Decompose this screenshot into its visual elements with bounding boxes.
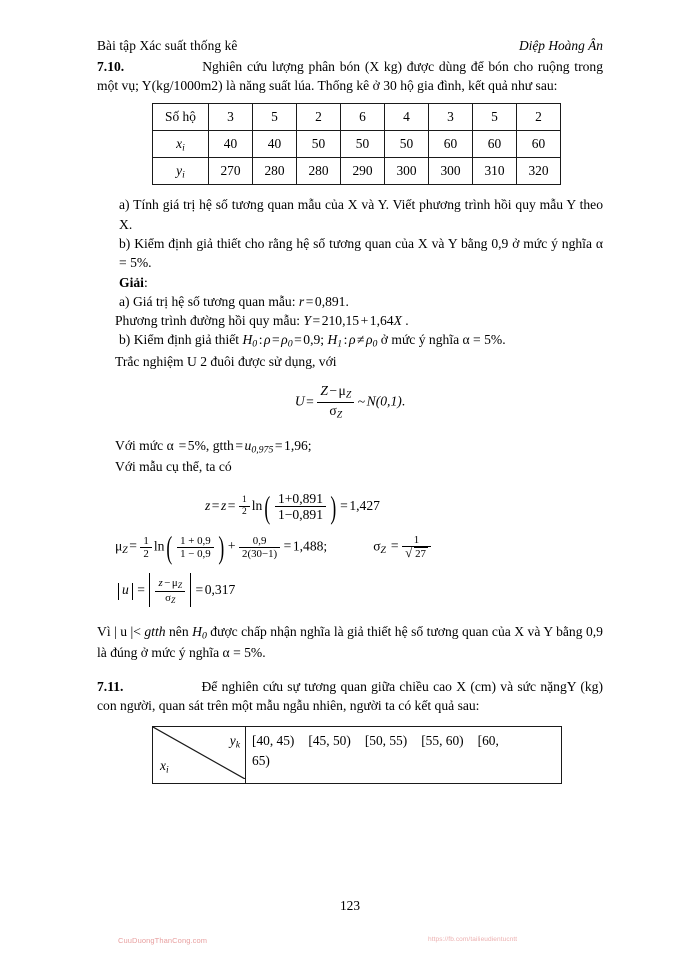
abs-bar-left-2 [149,573,150,606]
minus-sign: − [329,383,338,399]
mu-symbol: μ [171,576,178,589]
solution-label: Giải [119,274,144,290]
exercise-710-number: 7.10. [97,58,125,74]
test-statistic-text: Trắc nghiệm U 2 đuôi được sử dụng, với [115,354,337,370]
corner-label-yk: $y_k$ [229,733,240,752]
mu-subscript: Z [122,545,128,557]
u-fraction [155,577,185,606]
alpha-value: 5% [187,437,206,453]
mu-result: 1,488; [292,538,328,554]
sigma-fraction [402,534,431,560]
table-row [153,158,561,185]
equals-sign: = [294,332,302,348]
regression-lead: Phương trình đường hồi quy mẫu: [115,313,301,329]
question-a: a) Tính giá trị hệ số tương quan mẫu của X và Y. Viết phương trình hồi quy mẫu Y theo X. [119,197,603,232]
ln-operator: ln [251,497,263,513]
z-denominator: 1−0,891 [277,506,323,522]
period: . [345,293,349,309]
contingency-table-wrapper [97,726,603,784]
plus-sign: + [227,538,236,554]
exercise-710-statement [97,57,603,96]
Y-symbol: Y [303,313,312,329]
diagonal-split-cell [153,727,245,779]
frequency-table-wrapper [97,103,603,185]
table-cell: 5 [473,104,517,131]
exercise-711-statement [97,677,603,716]
Z-symbol: Z [320,383,328,399]
gtth-label: gtth [144,623,166,639]
table-cell: 60 [517,131,561,158]
mu-denominator: 1 − 0,9 [180,547,211,560]
H0-subscript: 0 [201,630,207,642]
answer-b-hypotheses [97,330,603,352]
sigma-numerator: 1 [402,534,431,547]
sample-line: Với mẫu cụ thể, ta có [115,459,232,475]
radical-icon: √ [405,545,413,561]
equals-sign: = [274,437,283,453]
conclusion-part-1: Vì | u |< [97,623,141,639]
sigma-subscript: Z [171,595,176,605]
H-symbol: H [192,623,202,639]
solution-heading [97,273,603,292]
slope-value: 1,64 [369,313,394,329]
r-value: 0,891 [314,293,346,309]
equals-sign: = [283,538,292,554]
sigma-denominator [402,547,431,560]
table-row [153,104,561,131]
running-head [97,38,603,55]
sigma-subscript: Z [336,409,343,421]
U-fraction [317,383,354,421]
table-cell: 290 [341,158,385,185]
equals-sign: = [305,293,314,309]
u-symbol: u [122,582,129,598]
corner-header-cell [153,727,246,784]
equals-sign: = [390,538,399,554]
H1-symbol: H [327,332,338,348]
formula-u-abs [97,574,603,607]
period: . [401,393,406,409]
table-cell: 2 [297,104,341,131]
abs-bar-right-2 [190,573,191,606]
equals-sign: = [178,437,187,453]
table-cell: 310 [473,158,517,185]
U-symbol: U [294,393,305,409]
minus-sign: − [164,576,171,589]
square-root: √ 27 [405,545,426,561]
equals-sign: = [195,582,204,598]
equals-sign: = [340,497,348,513]
bin-label: [45, 50) [308,733,351,749]
mu-subscript: Z [345,390,352,402]
table-row [153,131,561,158]
question-b: b) Kiểm định giả thiết cho rằng hệ số tương quan của X và Y bằng 0,9 ở mức ý nghĩa α = 5%. [119,235,603,271]
table-cell: 280 [253,158,297,185]
table-cell: 300 [429,158,473,185]
ln-operator: ln [153,538,165,554]
formula-U [97,383,603,421]
correction-fraction [239,535,280,560]
table-cell: 270 [209,158,253,185]
right-paren: ) [218,530,224,566]
table-cell: 50 [297,131,341,158]
gtth-label: gtth [212,437,234,453]
table-cell: 50 [385,131,429,158]
hypothesis-tail: ở mức ý nghĩa α = 5%. [380,332,506,348]
mu-symbol: μ [338,383,346,399]
table-cell: 4 [385,104,429,131]
bin-label: [40, 45) [252,733,295,749]
table-cell: 320 [517,158,561,185]
row-label-so-ho: Số hộ [153,104,209,131]
table-cell: 60 [473,131,517,158]
equals-sign: = [312,313,321,329]
exercise-711-number: 7.11. [97,678,124,694]
mu-subscript: Z [177,580,183,590]
z-ratio-fraction [275,491,326,522]
exercise-710-body: Nghiên cứu lượng phân bón (X kg) được dùng để bón cho ruộng trong một vụ; Y(kg/1000m2) là năng suất lúa. Thống kê ở 30 hộ gia đình, kết quả như sau: [97,58,603,94]
colon: : [343,332,348,348]
u-result: 0,317 [204,582,236,598]
corner-label-xi: $x_i$ [160,757,169,776]
mu-numerator: 1 + 0,9 [177,535,214,548]
sigma-symbol: σ [165,591,172,604]
equals-sign: = [235,437,244,453]
page-number: 123 [339,898,361,913]
one-half-fraction: $\frac{1}{2}$ [239,495,250,517]
sigma-subscript: Z [380,545,386,557]
not-equals-sign: ≠ [356,332,365,348]
table-row [153,727,562,784]
table-cell: 300 [385,158,429,185]
running-head-left: Bài tập Xác suất thống kê [97,38,238,53]
left-paren: ( [264,489,271,525]
row-label-yi: $y_i$ [153,158,209,185]
normal-distribution: N(0,1) [366,393,402,409]
answer-b-lead: b) Kiểm định giả thiết [119,332,240,348]
exercise-711-body: Để nghiên cứu sự tương quan giữa chiều cao X (cm) và sức nặngY (kg) con người, quan sát trên một mẫu ngẫu nhiên, người ta có kết quả sau: [97,678,603,714]
H0-subscript: 0 [252,339,258,351]
formula-mu-sigma [97,530,603,566]
bin-label: [50, 55) [364,733,408,749]
solution-colon: : [143,274,148,290]
equals-sign: = [306,393,314,409]
bins-line-2 [252,751,555,771]
equals-sign: = [272,332,280,348]
r-symbol: r [298,293,305,309]
watermark-left: CuuDuongThanCong.com [118,936,208,945]
equals-sign: = [211,497,220,513]
table-cell: 6 [341,104,385,131]
formula-z [97,489,603,525]
frequency-table [152,103,561,185]
intercept-value: 210,15 [321,313,360,329]
z-symbol: z [205,497,211,513]
bins-line-1 [252,731,555,751]
contingency-table [152,726,562,784]
correction-numerator: 0,9 [239,535,280,548]
right-paren: ) [330,489,337,525]
table-cell: 40 [253,131,297,158]
page-content [97,38,603,794]
answer-a-lead: a) Giá trị hệ số tương quan mẫu: [119,293,296,309]
sigma-symbol: σ [329,403,337,419]
tilde-sign: ~ [357,393,366,409]
equals-sign: = [137,582,145,598]
abs-bar-right [132,583,133,600]
answer-a [97,292,603,311]
running-head-right: Diệp Hoàng Ân [518,38,603,53]
bins-cell [246,727,562,784]
comma: , [205,437,210,453]
row-label-xi: $x_i$ [153,131,209,158]
left-paren: ( [166,530,173,566]
H-symbol: H [242,332,253,348]
table-cell: 3 [429,104,473,131]
period: . [405,313,409,329]
table-cell: 40 [209,131,253,158]
table-cell: 2 [517,104,561,131]
conclusion-paragraph [97,622,603,663]
regression-line [97,311,603,330]
X-symbol: X [393,313,402,329]
table-cell: 280 [297,158,341,185]
one-half-fraction: $\frac{1}{2}$ [140,535,151,560]
rho-symbol: ρ [263,332,271,348]
alpha-lead: Với mức [115,437,164,453]
plus-sign: + [360,313,369,329]
table-cell: 60 [429,131,473,158]
conclusion-part-2: nên [169,623,189,639]
rho0-symbol: ρ [365,332,373,348]
table-cell: 5 [253,104,297,131]
z-result: 1,427 [349,497,380,513]
u-symbol: u [244,437,252,453]
table-cell: 50 [341,131,385,158]
equals-sign: = [227,497,236,513]
watermark-right: https://fb.com/tailieudientucntt [428,936,518,943]
equals-sign: = [129,538,137,554]
u-critical-value: 1,96; [284,437,312,453]
rho0-subscript: 0 [372,339,378,351]
correction-denominator: 2(30−1) [242,547,278,560]
mu-symbol: μ [115,538,123,554]
z-symbol: z [220,497,227,513]
rho0-subscript: 0 [287,339,293,351]
alpha-line [97,436,603,458]
bin-label-continued: 65) [252,753,270,769]
abs-bar-left [118,583,119,600]
bin-label: [60, [477,733,499,749]
u-subscript: 0,975 [251,444,274,456]
conclusion-part-3: được chấp nhận nghĩa là giả thiết hệ số tương quan của X và Y bằng 0,9 là đúng ở mức ý nghĩa α = 5%. [97,623,603,661]
z-numerator: 1+0,891 [275,491,326,507]
bin-label: [55, 60) [421,733,464,749]
z-symbol: z [158,576,163,589]
alpha-symbol: α [166,437,174,453]
mu-ratio-fraction [177,535,214,560]
sigma-symbol: σ [373,538,381,554]
rho-symbol: ρ [348,332,356,348]
H1-subscript: 1 [337,339,343,351]
rho0-symbol: ρ [281,332,288,348]
table-cell: 3 [209,104,253,131]
rho0-value: 0,9; [303,332,325,348]
colon: : [258,332,263,348]
